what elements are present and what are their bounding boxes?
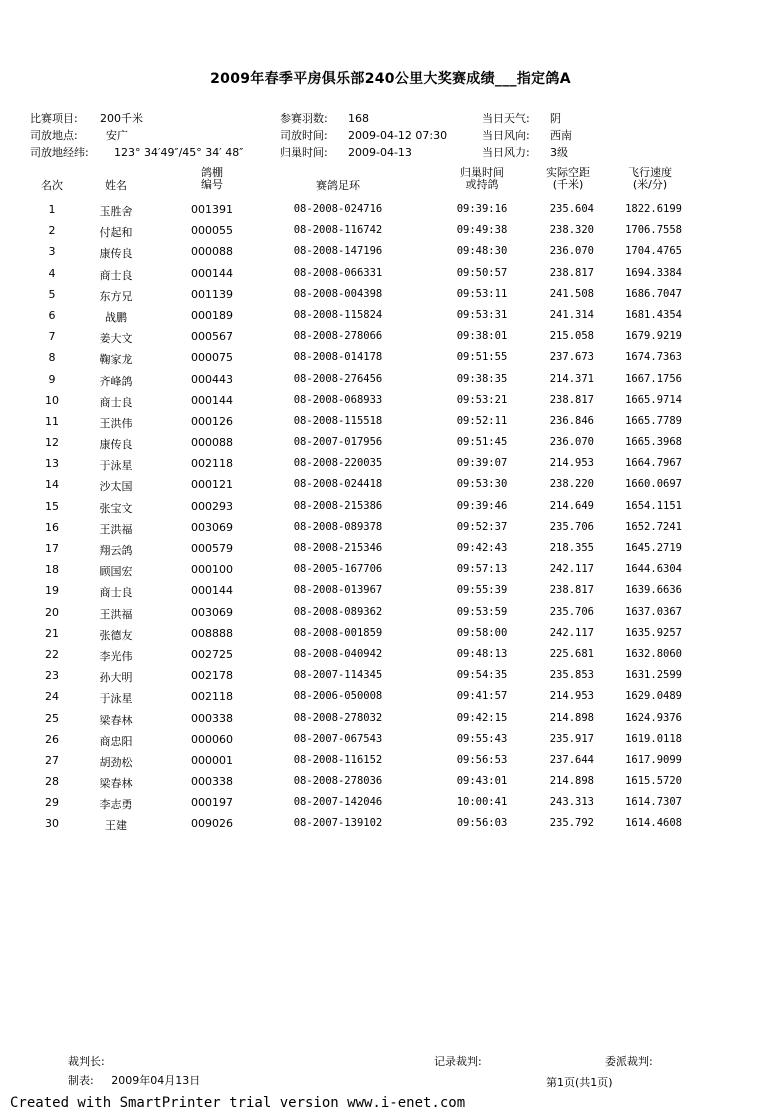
page-title: 2009年春季平房俱乐部240公里大奖赛成绩___指定鸽A <box>210 71 571 87</box>
cell-name: 王建 <box>105 819 127 833</box>
cell-speed: 1635.9257 <box>625 626 682 639</box>
entries-value: 168 <box>348 112 369 125</box>
cell-ring: 08-2007-142046 <box>293 796 383 809</box>
cell-rank: 18 <box>45 563 59 577</box>
cell-time: 09:56:53 <box>456 753 508 766</box>
cell-name: 鞠家龙 <box>99 353 133 367</box>
cell-time: 09:56:03 <box>456 817 508 830</box>
cell-rank: 1 <box>48 203 56 216</box>
cell-ring: 08-2008-278032 <box>293 711 383 724</box>
table-row <box>0 814 781 835</box>
return-time-label: 归巢时间: <box>280 146 328 159</box>
cell-name: 康传良 <box>99 438 133 452</box>
cell-time: 09:51:55 <box>456 351 508 364</box>
cell-name: 东方兄 <box>99 289 133 303</box>
header-distance-line2: (千米) <box>552 178 584 191</box>
cell-rank: 15 <box>45 499 59 513</box>
table-row <box>0 497 781 518</box>
cell-loft: 000144 <box>191 584 233 598</box>
cell-speed: 1694.3384 <box>625 266 682 279</box>
table-row <box>0 285 781 306</box>
cell-name: 沙太国 <box>99 480 133 494</box>
table-row <box>0 539 781 560</box>
cell-speed: 1614.4608 <box>625 817 682 830</box>
cell-dist: 214.371 <box>549 372 594 385</box>
cell-speed: 1619.0118 <box>625 732 682 745</box>
cell-speed: 1679.9219 <box>625 330 682 343</box>
cell-dist: 215.058 <box>549 330 594 343</box>
cell-dist: 214.953 <box>549 690 594 703</box>
header-distance-line1: 实际空距 <box>546 166 590 179</box>
cell-speed: 1686.7047 <box>625 287 682 300</box>
table-row <box>0 751 781 772</box>
cell-name: 付起和 <box>99 226 133 240</box>
return-time <box>280 144 412 160</box>
cell-loft: 000293 <box>191 499 233 513</box>
table-row <box>0 666 781 687</box>
header-name: 姓名 <box>105 179 127 192</box>
cell-loft: 001391 <box>191 203 233 216</box>
cell-loft: 002178 <box>191 669 233 683</box>
cell-time: 09:43:01 <box>456 775 508 788</box>
cell-dist: 238.320 <box>549 224 594 237</box>
cell-dist: 235.853 <box>549 669 594 682</box>
cell-loft: 000121 <box>191 478 233 492</box>
table-row <box>0 730 781 751</box>
header-distance <box>528 167 608 191</box>
cell-rank: 7 <box>48 330 56 344</box>
cell-name: 王洪伟 <box>99 416 133 430</box>
cell-loft: 000144 <box>191 266 233 280</box>
cell-name: 王洪福 <box>99 607 133 621</box>
table-row <box>0 221 781 242</box>
cell-rank: 3 <box>48 245 56 259</box>
cell-name: 齐峰鸽 <box>99 374 133 388</box>
cell-name: 姜大文 <box>99 332 133 346</box>
table-row <box>0 560 781 581</box>
cell-dist: 225.681 <box>549 647 594 660</box>
cell-speed: 1674.7363 <box>625 351 682 364</box>
cell-dist: 241.314 <box>549 308 594 321</box>
table-row <box>0 242 781 263</box>
weather-label: 当日天气: <box>482 112 530 125</box>
cell-rank: 20 <box>45 605 59 619</box>
race-item <box>30 110 143 126</box>
cell-loft: 000197 <box>191 796 233 810</box>
cell-rank: 23 <box>45 669 59 683</box>
cell-loft: 003069 <box>191 605 233 619</box>
cell-loft: 000088 <box>191 436 233 450</box>
cell-speed: 1637.0367 <box>625 605 682 618</box>
cell-rank: 10 <box>45 393 59 407</box>
table-row <box>0 412 781 433</box>
cell-dist: 235.706 <box>549 520 594 533</box>
cell-ring: 08-2008-215346 <box>293 542 383 554</box>
cell-speed: 1652.7241 <box>625 520 682 533</box>
cell-speed: 1665.9714 <box>625 393 682 406</box>
cell-loft: 000338 <box>191 775 233 789</box>
cell-loft: 002725 <box>191 647 233 661</box>
wind-direction-value: 西南 <box>550 129 572 142</box>
cell-dist: 214.649 <box>549 499 594 512</box>
header-speed-line1: 飞行速度 <box>628 166 672 179</box>
cell-loft: 000144 <box>191 393 233 407</box>
table-row <box>0 327 781 348</box>
cell-dist: 237.673 <box>549 351 594 364</box>
cell-time: 09:53:21 <box>456 393 508 406</box>
made-by <box>68 1072 200 1088</box>
cell-ring: 08-2008-004398 <box>293 287 383 300</box>
cell-time: 09:52:37 <box>456 520 508 533</box>
cell-dist: 242.117 <box>549 626 594 639</box>
table-row <box>0 454 781 475</box>
cell-speed: 1644.6304 <box>625 563 682 576</box>
entries-label: 参赛羽数: <box>280 112 328 125</box>
table-row <box>0 581 781 602</box>
cell-ring: 08-2008-115518 <box>293 414 383 427</box>
cell-time: 09:49:38 <box>456 224 508 237</box>
cell-time: 09:53:59 <box>456 605 508 618</box>
release-place-label: 司放地点: <box>30 129 78 142</box>
cell-ring: 08-2008-040942 <box>293 647 383 660</box>
race-item-label: 比赛项目: <box>30 112 78 125</box>
table-row <box>0 391 781 412</box>
cell-speed: 1665.7789 <box>625 414 682 427</box>
cell-ring: 08-2007-114345 <box>293 669 383 682</box>
results-table <box>0 200 781 836</box>
cell-ring: 08-2005-167706 <box>293 563 383 576</box>
cell-name: 孙大明 <box>99 671 133 685</box>
cell-name: 商士良 <box>99 268 133 282</box>
cell-loft: 000055 <box>191 224 233 238</box>
weather-value: 阴 <box>550 112 561 125</box>
cell-rank: 24 <box>45 690 59 704</box>
cell-speed: 1667.1756 <box>625 372 682 385</box>
cell-dist: 235.604 <box>549 203 594 215</box>
cell-ring: 08-2007-067543 <box>293 732 383 745</box>
wind-force-label: 当日风力: <box>482 146 530 159</box>
cell-ring: 08-2008-089378 <box>293 520 383 533</box>
table-row <box>0 687 781 708</box>
cell-rank: 28 <box>45 775 59 789</box>
weather <box>482 110 561 126</box>
cell-ring: 08-2006-050008 <box>293 690 383 703</box>
cell-rank: 13 <box>45 457 59 471</box>
release-time <box>280 127 447 143</box>
cell-speed: 1615.5720 <box>625 775 682 788</box>
cell-loft: 000126 <box>191 414 233 428</box>
release-coord-label: 司放地经纬: <box>30 146 89 159</box>
table-row <box>0 518 781 539</box>
wind-force-value: 3级 <box>550 146 568 159</box>
cell-loft: 000567 <box>191 330 233 344</box>
cell-time: 09:55:43 <box>456 732 508 745</box>
race-item-value: 200千米 <box>100 112 143 125</box>
cell-name: 商士良 <box>99 586 133 600</box>
cell-name: 翔云鸽 <box>99 544 133 557</box>
cell-dist: 241.508 <box>549 287 594 300</box>
cell-rank: 30 <box>45 817 59 831</box>
cell-name: 张德友 <box>99 628 133 642</box>
cell-speed: 1664.7967 <box>625 457 682 470</box>
cell-name: 于泳星 <box>99 459 133 473</box>
recorder-label: 记录裁判: <box>434 1055 482 1068</box>
cell-name: 李志勇 <box>99 798 133 812</box>
cell-name: 梁春林 <box>99 713 133 727</box>
made-by-label: 制表: <box>68 1074 94 1087</box>
cell-rank: 22 <box>45 647 59 661</box>
cell-rank: 27 <box>45 753 59 767</box>
cell-dist: 238.817 <box>549 393 594 406</box>
cell-speed: 1639.6636 <box>625 584 682 597</box>
table-row <box>0 475 781 496</box>
chief-judge-label: 裁判长: <box>68 1055 105 1068</box>
cell-rank: 2 <box>48 224 56 238</box>
cell-dist: 214.953 <box>549 457 594 470</box>
header-time-line2: 或持鸽 <box>465 178 499 191</box>
cell-time: 09:54:35 <box>456 669 508 682</box>
return-time-value: 2009-04-13 <box>348 146 412 159</box>
cell-rank: 12 <box>45 436 59 450</box>
header-ring: 赛鸽足环 <box>316 179 360 192</box>
cell-ring: 08-2008-024716 <box>293 203 383 215</box>
cell-dist: 235.792 <box>549 817 594 830</box>
cell-name: 梁春林 <box>99 777 133 791</box>
cell-ring: 08-2008-115824 <box>293 308 383 321</box>
cell-time: 09:42:15 <box>456 711 508 724</box>
cell-dist: 237.644 <box>549 753 594 766</box>
cell-rank: 6 <box>48 308 56 322</box>
cell-time: 09:50:57 <box>456 266 508 279</box>
cell-loft: 000060 <box>191 732 233 746</box>
cell-name: 张宝文 <box>99 501 133 515</box>
cell-rank: 25 <box>45 711 59 725</box>
cell-name: 李光伟 <box>99 649 133 663</box>
release-coord-value: 123° 34′49″/45° 34′ 48″ <box>114 146 244 159</box>
release-time-label: 司放时间: <box>280 129 328 142</box>
cell-rank: 16 <box>45 520 59 534</box>
cell-loft: 000579 <box>191 542 233 555</box>
cell-ring: 08-2008-116152 <box>293 753 383 766</box>
cell-dist: 235.706 <box>549 605 594 618</box>
cell-rank: 17 <box>45 542 59 555</box>
cell-loft: 000338 <box>191 711 233 725</box>
cell-speed: 1632.8060 <box>625 647 682 660</box>
cell-rank: 8 <box>48 351 56 365</box>
header-speed-line2: (米/分) <box>632 178 668 191</box>
cell-rank: 14 <box>45 478 59 492</box>
appointed-judge-label: 委派裁判: <box>605 1055 653 1068</box>
cell-ring: 08-2008-066331 <box>293 266 383 279</box>
cell-name: 王洪福 <box>99 522 133 536</box>
cell-ring: 08-2008-276456 <box>293 372 383 385</box>
cell-loft: 000189 <box>191 308 233 322</box>
table-row <box>0 772 781 793</box>
cell-time: 09:42:43 <box>456 542 508 554</box>
cell-speed: 1645.2719 <box>625 542 682 554</box>
table-row <box>0 709 781 730</box>
cell-ring: 08-2008-001859 <box>293 626 383 639</box>
cell-ring: 08-2007-017956 <box>293 436 383 449</box>
made-date: 2009年04月13日 <box>111 1074 201 1087</box>
cell-time: 09:39:07 <box>456 457 508 470</box>
cell-name: 战鹏 <box>105 310 127 324</box>
cell-ring: 08-2008-116742 <box>293 224 383 237</box>
cell-loft: 001139 <box>191 287 233 301</box>
cell-ring: 08-2008-089362 <box>293 605 383 618</box>
release-time-value: 2009-04-12 07:30 <box>348 129 448 142</box>
cell-ring: 08-2008-024418 <box>293 478 383 491</box>
cell-time: 10:00:41 <box>456 796 508 809</box>
cell-time: 09:53:30 <box>456 478 508 491</box>
cell-loft: 000443 <box>191 372 233 386</box>
table-row <box>0 264 781 285</box>
header-rank: 名次 <box>41 179 63 192</box>
cell-ring: 08-2008-278066 <box>293 330 383 343</box>
cell-speed: 1624.9376 <box>625 711 682 724</box>
cell-rank: 5 <box>48 287 56 301</box>
cell-name: 玉胜舍 <box>99 205 133 218</box>
cell-name: 康传良 <box>99 247 133 261</box>
cell-loft: 008888 <box>191 626 233 640</box>
cell-name: 顾国宏 <box>99 565 133 579</box>
cell-time: 09:39:16 <box>456 203 508 215</box>
cell-rank: 9 <box>48 372 56 386</box>
cell-rank: 21 <box>45 626 59 640</box>
cell-time: 09:39:46 <box>456 499 508 512</box>
cell-speed: 1704.4765 <box>625 245 682 258</box>
cell-time: 09:48:13 <box>456 647 508 660</box>
cell-time: 09:58:00 <box>456 626 508 639</box>
table-row <box>0 306 781 327</box>
cell-ring: 08-2008-220035 <box>293 457 383 470</box>
cell-dist: 238.817 <box>549 266 594 279</box>
cell-speed: 1629.0489 <box>625 690 682 703</box>
table-row <box>0 348 781 369</box>
cell-dist: 218.355 <box>549 542 594 554</box>
table-row <box>0 645 781 666</box>
cell-ring: 08-2008-278036 <box>293 775 383 788</box>
header-speed <box>610 167 690 191</box>
entries <box>280 110 369 126</box>
cell-dist: 214.898 <box>549 775 594 788</box>
cell-name: 商士良 <box>99 395 133 409</box>
cell-dist: 235.917 <box>549 732 594 745</box>
header-time <box>442 167 522 191</box>
cell-dist: 214.898 <box>549 711 594 724</box>
release-place-value: 安广 <box>106 129 128 142</box>
header-loft-line2: 编号 <box>201 178 223 191</box>
release-coord <box>30 144 243 160</box>
wind-direction <box>482 127 572 143</box>
cell-time: 09:48:30 <box>456 245 508 258</box>
cell-speed: 1631.2599 <box>625 669 682 682</box>
cell-time: 09:38:01 <box>456 330 508 343</box>
cell-speed: 1822.6199 <box>625 203 682 215</box>
wind-direction-label: 当日风向: <box>482 129 530 142</box>
header-time-line1: 归巢时间 <box>460 166 504 179</box>
cell-time: 09:38:35 <box>456 372 508 385</box>
cell-name: 于泳星 <box>99 692 133 706</box>
watermark-text: Created with SmartPrinter trial version www.i-enet.com <box>10 1095 466 1111</box>
cell-speed: 1617.9099 <box>625 753 682 766</box>
header-loft <box>187 167 237 191</box>
cell-dist: 236.070 <box>549 436 594 449</box>
cell-loft: 002118 <box>191 457 233 471</box>
cell-ring: 08-2007-139102 <box>293 817 383 830</box>
page-number: 第1页(共1页) <box>546 1076 613 1089</box>
cell-time: 09:57:13 <box>456 563 508 576</box>
cell-loft: 003069 <box>191 520 233 534</box>
wind-force <box>482 144 568 160</box>
table-row <box>0 624 781 645</box>
cell-time: 09:53:11 <box>456 287 508 300</box>
cell-speed: 1654.1151 <box>625 499 682 512</box>
cell-speed: 1660.0697 <box>625 478 682 491</box>
cell-dist: 238.817 <box>549 584 594 597</box>
cell-speed: 1614.7307 <box>625 796 682 809</box>
cell-time: 09:53:31 <box>456 308 508 321</box>
release-place <box>30 127 128 143</box>
cell-name: 商忠阳 <box>99 734 133 748</box>
cell-speed: 1706.7558 <box>625 224 682 237</box>
table-row <box>0 370 781 391</box>
cell-speed: 1681.4354 <box>625 308 682 321</box>
cell-time: 09:51:45 <box>456 436 508 449</box>
cell-loft: 000075 <box>191 351 233 365</box>
cell-loft: 009026 <box>191 817 233 831</box>
table-row <box>0 793 781 814</box>
cell-dist: 236.070 <box>549 245 594 258</box>
header-loft-line1: 鸽棚 <box>201 166 223 179</box>
cell-ring: 08-2008-014178 <box>293 351 383 364</box>
cell-loft: 000001 <box>191 753 233 767</box>
cell-dist: 242.117 <box>549 563 594 576</box>
table-row <box>0 200 781 221</box>
cell-rank: 4 <box>48 266 56 280</box>
cell-rank: 11 <box>45 414 59 428</box>
cell-time: 09:41:57 <box>456 690 508 703</box>
cell-time: 09:52:11 <box>456 414 508 427</box>
cell-loft: 002118 <box>191 690 233 704</box>
cell-ring: 08-2008-068933 <box>293 393 383 406</box>
cell-speed: 1665.3968 <box>625 436 682 449</box>
cell-rank: 19 <box>45 584 59 598</box>
cell-name: 胡劲松 <box>99 755 133 769</box>
cell-time: 09:55:39 <box>456 584 508 597</box>
cell-ring: 08-2008-013967 <box>293 584 383 597</box>
cell-dist: 238.220 <box>549 478 594 491</box>
cell-ring: 08-2008-215386 <box>293 499 383 512</box>
cell-loft: 000088 <box>191 245 233 259</box>
cell-loft: 000100 <box>191 563 233 577</box>
cell-ring: 08-2008-147196 <box>293 245 383 258</box>
cell-rank: 26 <box>45 732 59 746</box>
cell-dist: 236.846 <box>549 414 594 427</box>
cell-dist: 243.313 <box>549 796 594 809</box>
table-row <box>0 433 781 454</box>
cell-rank: 29 <box>45 796 59 810</box>
table-row <box>0 603 781 624</box>
